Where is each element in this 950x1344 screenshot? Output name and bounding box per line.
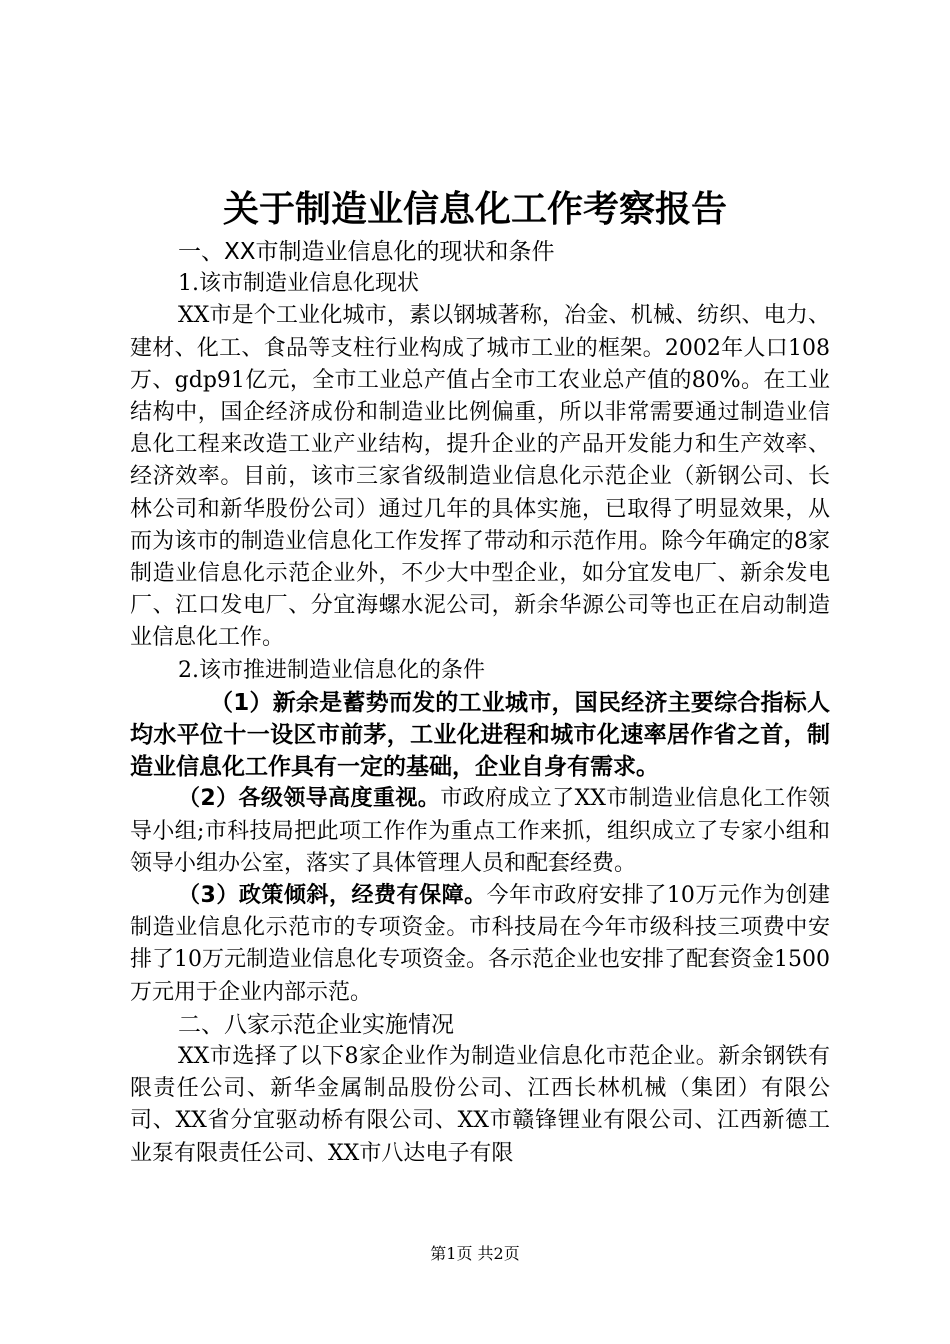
document-title: 关于制造业信息化工作考察报告 [222, 189, 727, 230]
condition-2-paragraph [130, 783, 830, 880]
page-footer: 第1页 共2页 [430, 1244, 520, 1263]
condition-2-lead: （2）各级领导高度重视。 [178, 786, 441, 812]
condition-3-body: 今年市政府安排了10万元作为创建制造业信息化示范市的专项资金。市科技局在今年市级科技三项费中安排了10万元制造业信息化专项资金。各示范企业也安排了配套资金1500万元用于企业内部示范。 [130, 883, 830, 1005]
condition-2-body: 市政府成立了XX市制造业信息化工作领导小组;市科技局把此项工作作为重点工作来抓，组织成立了专家小组和领导小组办公室，落实了具体管理人员和配套经费。 [130, 786, 831, 876]
subsection-heading-1: 1.该市制造业信息化现状 [178, 271, 419, 297]
paragraph-current-status: XX市是个工业化城市，素以钢城著称，冶金、机械、纺织、电力、建材、化工、食品等支柱行业构成了城市工业的框架。2002年人口108万、gdp91亿元，全市工业总产值占全市工农业总产值的80%。在工业结构中，国企经济成份和制造业比例偏重，所以非常需要通过制造业信息化工程来改造工业产业结构，提升企业的产品开发能力和生产效率、经济效率。目前，该市三家省级制造业信息化示范企业（新钢公司、长林公司和新华股份公司）通过几年的具体实施，已取得了明显效果，从而为该市的制造业信息化工作发挥了带动和示范作用。除今年确定的8家制造业信息化示范企业外，不少大中型企业，如分宜发电厂、新余发电厂、江口发电厂、分宜海螺水泥公司，新余华源公司等也正在启动制造业信息化工作。 [130, 303, 830, 651]
condition-3-lead: （3）政策倾斜，经费有保障。 [178, 883, 487, 909]
condition-3-paragraph [130, 880, 830, 1009]
section-heading-2: 二、八家示范企业实施情况 [178, 1011, 454, 1038]
subsection-heading-2: 2.该市推进制造业信息化的条件 [178, 657, 485, 683]
section-heading-1: 一、XX市制造业信息化的现状和条件 [178, 239, 555, 265]
document-body [130, 236, 830, 1170]
condition-1-paragraph: （1）新余是蓄势而发的工业城市，国民经济主要综合指标人均水平位十一设区市前茅，工业化进程和城市化速率居作省之首，制造业信息化工作具有一定的基础，企业自身有需求。 [130, 689, 830, 781]
paragraph-demo-enterprises: XX市选择了以下8家企业作为制造业信息化市范企业。新余钢铁有限责任公司、新华金属制品股份公司、江西长林机械（集团）有限公司、XX省分宜驱动桥有限公司、XX市赣锋锂业有限公司、江西新德工业泵有限责任公司、XX市八达电子有限 [130, 1044, 830, 1166]
